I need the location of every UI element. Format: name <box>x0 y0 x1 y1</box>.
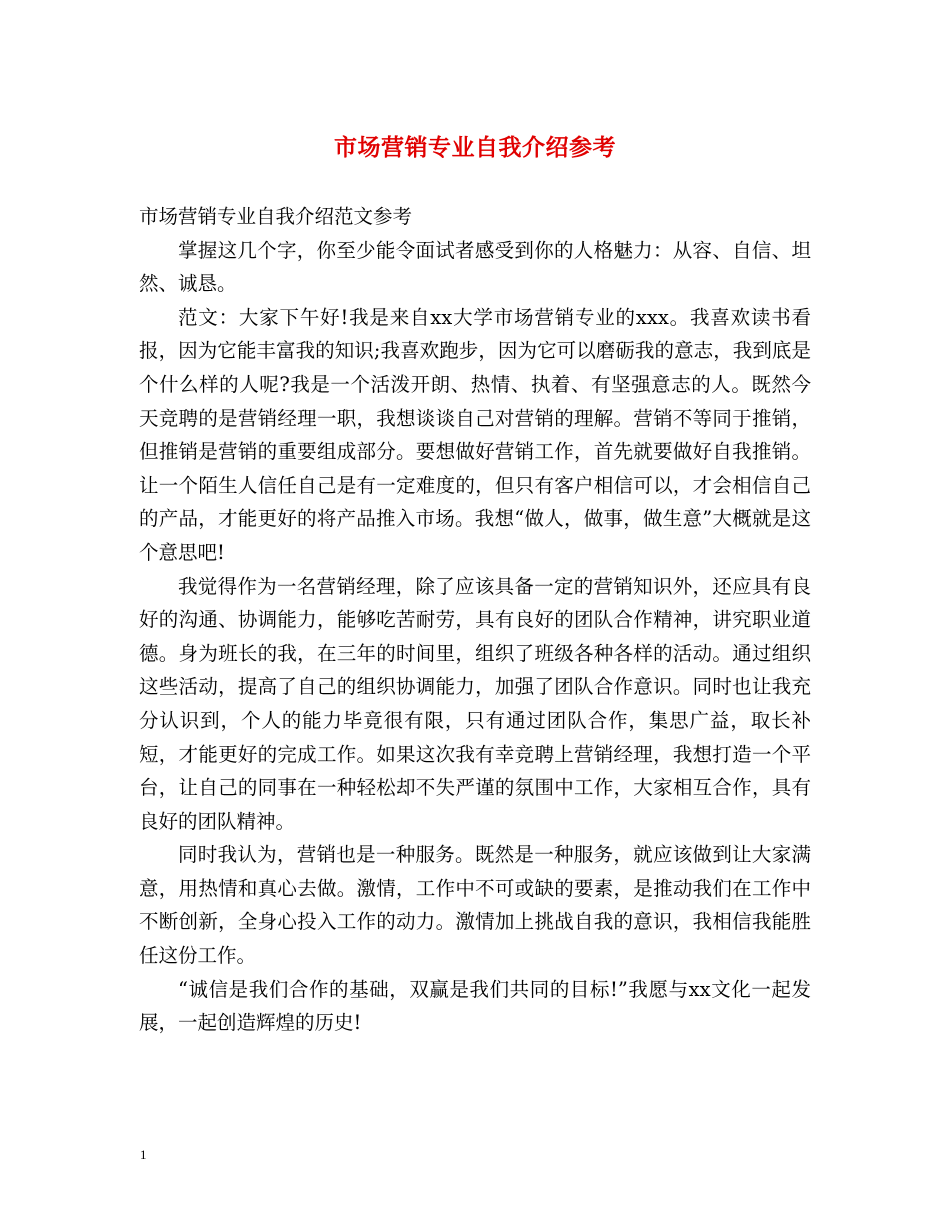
document-title: 市场营销专业自我介绍参考 <box>334 134 616 161</box>
paragraph-intro: 掌握这几个字，你至少能令面试者感受到你的人格魅力：从容、自信、坦然、诚恳。 <box>139 238 811 296</box>
document-subtitle: 市场营销专业自我介绍范文参考 <box>139 205 413 228</box>
paragraph-closing: “诚信是我们合作的基础，双赢是我们共同的目标!”我愿与xx文化一起发展，一起创造辉煌的历史! <box>139 977 811 1035</box>
paragraph-qualities: 我觉得作为一名营销经理，除了应该具备一定的营销知识外，还应具有良好的沟通、协调能力，能够吃苦耐劳，具有良好的团队合作精神，讲究职业道德。身为班长的我，在三年的时间里，组织了班级各种各样的活动。通过组织这些活动，提高了自己的组织协调能力，加强了团队合作意识。同时也让我充分认识到，个人的能力毕竟很有限，只有通过团队合作，集思广益，取长补短，才能更好的完成工作。如果这次我有幸竞聘上营销经理，我想打造一个平台，让自己的同事在一种轻松却不失严谨的氛围中工作，大家相互合作，具有良好的团队精神。 <box>139 574 811 833</box>
document-body <box>139 200 811 1040</box>
paragraph-sample-speech: 范文：大家下午好!我是来自xx大学市场营销专业的xxx。我喜欢读书看报，因为它能丰富我的知识;我喜欢跑步，因为它可以磨砺我的意志，我到底是个什么样的人呢?我是一个活泼开朗、热情、执着、有坚强意志的人。既然今天竞聘的是营销经理一职，我想谈谈自己对营销的理解。营销不等同于推销，但推销是营销的重要组成部分。要想做好营销工作，首先就要做好自我推销。让一个陌生人信任自己是有一定难度的，但只有客户相信可以，才会相信自己的产品，才能更好的将产品推入市场。我想“做人，做事，做生意”大概就是这个意思吧! <box>139 305 811 564</box>
paragraph-service: 同时我认为，营销也是一种服务。既然是一种服务，就应该做到让大家满意，用热情和真心去做。激情，工作中不可或缺的要素，是推动我们在工作中不断创新，全身心投入工作的动力。激情加上挑战自我的意识，我相信我能胜任这份工作。 <box>139 843 811 968</box>
page-number: 1 <box>140 1147 147 1162</box>
